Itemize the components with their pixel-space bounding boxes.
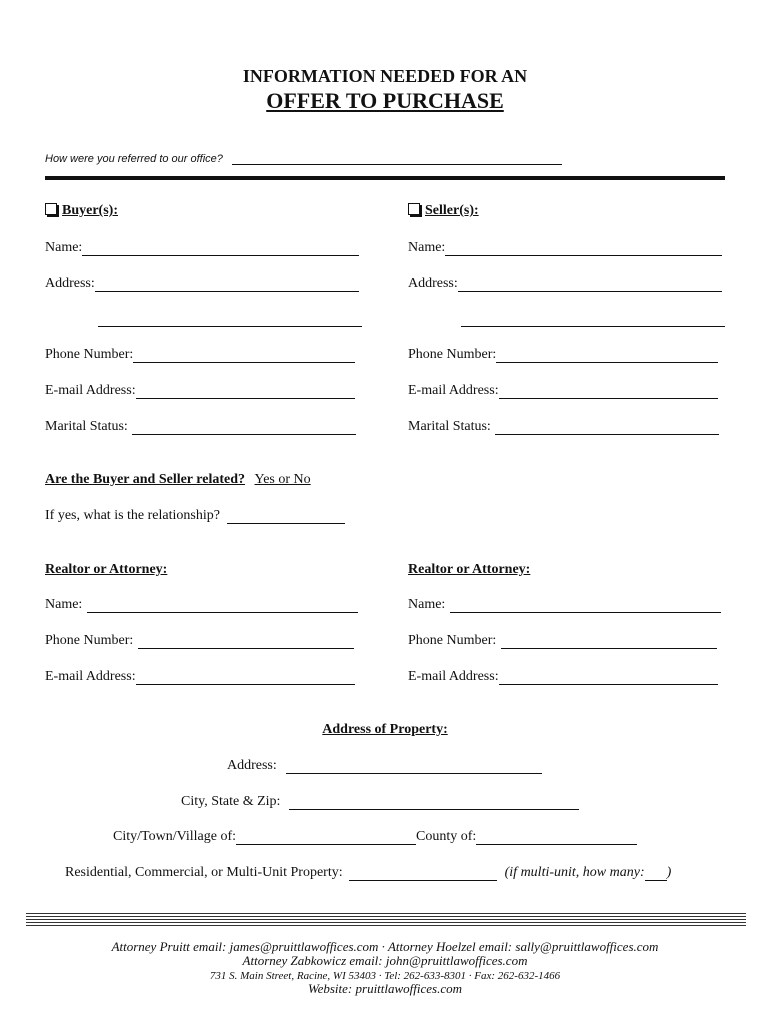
referral-label: How were you referred to our office? — [45, 153, 223, 165]
realtor-left-name-field[interactable] — [87, 598, 358, 613]
related-question: Are the Buyer and Seller related? — [45, 472, 245, 487]
footer-rule-4 — [26, 922, 746, 923]
seller-email-field[interactable] — [499, 384, 718, 399]
buyer-marital-field[interactable] — [132, 420, 356, 435]
realtor-right-name-label: Name: — [408, 597, 446, 612]
buyer-name-field[interactable] — [82, 241, 359, 256]
realtor-left-name-label: Name: — [45, 597, 83, 612]
footer-rule-1 — [26, 913, 746, 914]
seller-address-label: Address: — [408, 276, 458, 291]
buyer-checkbox[interactable] — [45, 203, 57, 215]
realtor-right-phone-label: Phone Number: — [408, 633, 497, 648]
seller-marital-row — [408, 419, 719, 435]
referral-row — [45, 150, 562, 165]
buyer-address-line2-row — [98, 311, 362, 327]
seller-phone-label: Phone Number: — [408, 347, 497, 362]
seller-address-line2-row — [461, 311, 725, 327]
realtor-right-email-field[interactable] — [499, 670, 718, 685]
buyer-address-field[interactable] — [95, 277, 359, 292]
realtor-right-phone-field[interactable] — [501, 634, 717, 649]
property-village-county-row — [113, 829, 637, 845]
realtor-right-phone-row — [408, 633, 717, 649]
footer-address: 731 S. Main Street, Racine, WI 53403 · Tel: 262-633-8301 · Fax: 262-632-1466 — [209, 970, 561, 982]
property-type-row — [65, 865, 671, 881]
realtor-right-heading: Realtor or Attorney: — [408, 562, 531, 577]
seller-name-label: Name: — [408, 240, 446, 255]
relationship-row — [45, 508, 345, 524]
property-type-field[interactable] — [349, 866, 497, 881]
related-answer-options[interactable]: Yes or No — [254, 472, 311, 487]
property-type-label: Residential, Commercial, or Multi-Unit Property: — [65, 865, 343, 880]
buyer-marital-row — [45, 419, 356, 435]
seller-email-row — [408, 383, 718, 399]
seller-heading — [408, 203, 479, 219]
footer-website-line: Website: pruittlawoffices.com — [307, 981, 463, 996]
property-address-label: Address: — [227, 758, 277, 773]
realtor-left-heading: Realtor or Attorney: — [45, 562, 168, 577]
footer-rule-3 — [26, 919, 746, 920]
realtor-left-email-field[interactable] — [136, 670, 355, 685]
relationship-field[interactable] — [227, 509, 345, 524]
multi-unit-count-field[interactable] — [645, 866, 667, 881]
seller-address-field[interactable] — [458, 277, 722, 292]
buyer-name-row — [45, 240, 359, 256]
seller-name-field[interactable] — [445, 241, 722, 256]
property-city-label: City, State & Zip: — [181, 794, 281, 809]
property-city-row — [181, 794, 579, 810]
form-title-line2: OFFER TO PURCHASE — [266, 88, 504, 113]
buyer-address-line2-field[interactable] — [98, 312, 362, 327]
relationship-label: If yes, what is the relationship? — [45, 508, 220, 523]
buyer-email-label: E-mail Address: — [45, 383, 136, 398]
buyer-email-row — [45, 383, 355, 399]
buyer-phone-row — [45, 347, 355, 363]
seller-email-label: E-mail Address: — [408, 383, 499, 398]
buyer-phone-field[interactable] — [133, 348, 355, 363]
footer-email-line2: Attorney Zabkowicz email: john@pruittlawoffices.com — [242, 953, 528, 968]
seller-name-row — [408, 240, 722, 256]
realtor-left-phone-label: Phone Number: — [45, 633, 134, 648]
related-row — [45, 472, 311, 488]
footer-emails-line: Attorney Pruitt email: james@pruittlawoffices.com · Attorney Hoelzel email: sally@pruittlawoffices.com — [111, 939, 659, 954]
buyer-name-label: Name: — [45, 240, 83, 255]
realtor-left-email-row — [45, 669, 355, 685]
buyer-heading — [45, 203, 118, 219]
realtor-left-email-label: E-mail Address: — [45, 669, 136, 684]
seller-heading-label: Seller(s): — [425, 203, 479, 218]
buyer-heading-label: Buyer(s): — [62, 203, 118, 218]
property-county-field[interactable] — [476, 830, 637, 845]
buyer-email-field[interactable] — [136, 384, 355, 399]
seller-phone-field[interactable] — [496, 348, 718, 363]
property-address-row — [227, 758, 542, 774]
realtor-right-name-row — [408, 597, 721, 613]
footer-rule-5 — [26, 925, 746, 926]
buyer-address-label: Address: — [45, 276, 95, 291]
seller-address-line2-field[interactable] — [461, 312, 725, 327]
property-address-field[interactable] — [286, 759, 542, 774]
form-title-line1: INFORMATION NEEDED FOR AN — [242, 66, 528, 86]
referral-field[interactable] — [232, 150, 562, 165]
realtor-left-phone-field[interactable] — [138, 634, 354, 649]
multi-unit-close: ) — [666, 865, 672, 880]
property-county-label: County of: — [416, 829, 477, 844]
realtor-right-email-row — [408, 669, 718, 685]
property-village-field[interactable] — [236, 830, 416, 845]
seller-phone-row — [408, 347, 718, 363]
buyer-phone-label: Phone Number: — [45, 347, 134, 362]
realtor-left-phone-row — [45, 633, 354, 649]
property-heading-label: Address of Property: — [322, 722, 448, 737]
footer-rule-2 — [26, 916, 746, 917]
seller-checkbox[interactable] — [408, 203, 420, 215]
property-city-field[interactable] — [289, 795, 579, 810]
buyer-address-row — [45, 276, 359, 292]
seller-marital-field[interactable] — [495, 420, 719, 435]
seller-marital-label: Marital Status: — [408, 419, 491, 434]
realtor-right-name-field[interactable] — [450, 598, 721, 613]
property-heading — [0, 722, 770, 738]
realtor-left-name-row — [45, 597, 358, 613]
buyer-marital-label: Marital Status: — [45, 419, 128, 434]
property-village-label: City/Town/Village of: — [113, 829, 236, 844]
section-divider — [45, 176, 725, 180]
realtor-right-email-label: E-mail Address: — [408, 669, 499, 684]
multi-unit-note: (if multi-unit, how many: — [504, 865, 645, 880]
seller-address-row — [408, 276, 722, 292]
